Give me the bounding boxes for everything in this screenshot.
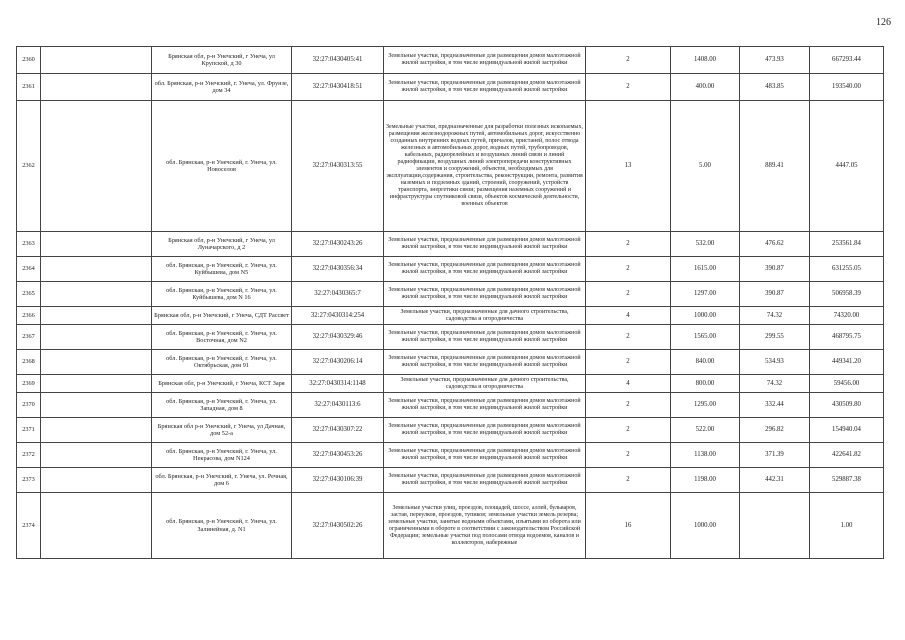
land-use-cell: Земельные участки, предназначенные для дачного строительства, садоводства и огородничества: [384, 307, 586, 325]
specific-value-cell: [740, 493, 810, 559]
row-number: 2360: [17, 47, 41, 74]
row-number: 2362: [17, 101, 41, 232]
cadastral-value-cell: 4447.05: [810, 101, 884, 232]
table-row: [17, 375, 884, 393]
group-cell: 2: [586, 325, 671, 350]
row-number: 2369: [17, 375, 41, 393]
cadastral-number-cell: 32:27:0430329:46: [292, 325, 384, 350]
address-cell: Брянская обл, р-н Унечский, г Унеча, СДТ Рассвет: [152, 307, 292, 325]
row-number: 2373: [17, 468, 41, 493]
land-use-cell: Земельные участки, предназначенные для размещения домов малоэтажной жилой застройки, в том числе индивидуальной жилой застройки: [384, 418, 586, 443]
specific-value-cell: 390.87: [740, 282, 810, 307]
cadastral-value-cell: 430509.80: [810, 393, 884, 418]
blank-cell: [41, 232, 152, 257]
area-cell: 400.00: [671, 74, 740, 101]
row-number: 2366: [17, 307, 41, 325]
blank-cell: [41, 468, 152, 493]
row-number: 2372: [17, 443, 41, 468]
table-row: [17, 443, 884, 468]
address-cell: обл. Брянская, р-н Унечский, г. Унеча, ул. Речная, дом 6: [152, 468, 292, 493]
address-cell: обл. Брянская, р-н Унечский, г. Унеча, ул. Новоселов: [152, 101, 292, 232]
cadastral-value-table: [16, 46, 884, 559]
specific-value-cell: 476.62: [740, 232, 810, 257]
table-row: [17, 74, 884, 101]
blank-cell: [41, 493, 152, 559]
land-use-cell: Земельные участки, предназначенные для размещения домов малоэтажной жилой застройки, в том числе индивидуальной жилой застройки: [384, 468, 586, 493]
blank-cell: [41, 101, 152, 232]
land-use-cell: Земельные участки, предназначенные для размещения домов малоэтажной жилой застройки, в том числе индивидуальной жилой застройки: [384, 325, 586, 350]
cadastral-value-cell: 253561.84: [810, 232, 884, 257]
area-cell: 522.00: [671, 418, 740, 443]
cadastral-value-cell: 667293.44: [810, 47, 884, 74]
cadastral-value-cell: 631255.05: [810, 257, 884, 282]
table-row: [17, 468, 884, 493]
cadastral-value-cell: 449341.20: [810, 350, 884, 375]
area-cell: 5.00: [671, 101, 740, 232]
blank-cell: [41, 418, 152, 443]
area-cell: 800.00: [671, 375, 740, 393]
area-cell: 532.00: [671, 232, 740, 257]
cadastral-value-cell: 1.00: [810, 493, 884, 559]
row-number: 2370: [17, 393, 41, 418]
land-use-cell: Земельные участки, предназначенные для дачного строительства, садоводства и огородничества: [384, 375, 586, 393]
table-row: [17, 257, 884, 282]
cadastral-value-cell: 193540.00: [810, 74, 884, 101]
address-cell: обл. Брянская, р-н Унечский, г. Унеча, ул. Некрасова, дом N124: [152, 443, 292, 468]
group-cell: 2: [586, 468, 671, 493]
row-number: 2363: [17, 232, 41, 257]
cadastral-value-cell: 422641.82: [810, 443, 884, 468]
specific-value-cell: 74.32: [740, 375, 810, 393]
area-cell: 1565.00: [671, 325, 740, 350]
area-cell: 1408.00: [671, 47, 740, 74]
blank-cell: [41, 257, 152, 282]
group-cell: 2: [586, 47, 671, 74]
cadastral-value-cell: 74320.00: [810, 307, 884, 325]
address-cell: обл. Брянская, р-н Унечский, г. Унеча, ул. Куйбышева, дом N 16: [152, 282, 292, 307]
cadastral-number-cell: 32:27:0430365:7: [292, 282, 384, 307]
row-number: 2365: [17, 282, 41, 307]
area-cell: 1198.00: [671, 468, 740, 493]
group-cell: 4: [586, 375, 671, 393]
table-row: [17, 307, 884, 325]
blank-cell: [41, 443, 152, 468]
area-cell: 1295.00: [671, 393, 740, 418]
specific-value-cell: 371.39: [740, 443, 810, 468]
specific-value-cell: 534.93: [740, 350, 810, 375]
group-cell: 2: [586, 74, 671, 101]
specific-value-cell: 889.41: [740, 101, 810, 232]
land-use-cell: Земельные участки, предназначенные для разработки полезных ископаемых, размещения железнодорожных путей, автомобильных дорог, искусственно созданных внутренних водных путей, причалов, пристаней, полос отвода железных и автомобильных дорог, водных путей, трубопроводов, кабельных, радиорелейных и воздушных линий связи и линий радиофикации, воздушных линий электропередачи конструктивных элементов и сооружений, объектов, необходимых для эксплуатации,содержания, строительства, реконструкции, ремонта, развития наземных и подземных зданий, строений, сооружений, устройств транспорта, энергетики связи; размещения наземных сооружений и инфраструктуры спутниковой связи, объектов космической деятельности, военных объектов: [384, 101, 586, 232]
cadastral-number-cell: 32:27:0430307:22: [292, 418, 384, 443]
group-cell: 2: [586, 282, 671, 307]
address-cell: обл. Брянская, р-н Унечский, г. Унеча, ул. Куйбышева, дом N5: [152, 257, 292, 282]
specific-value-cell: 483.85: [740, 74, 810, 101]
blank-cell: [41, 282, 152, 307]
specific-value-cell: 390.87: [740, 257, 810, 282]
address-cell: обл. Брянская, р-н Унечский, г. Унеча, ул. Западная, дом 8: [152, 393, 292, 418]
cadastral-number-cell: 32:27:0430106:39: [292, 468, 384, 493]
row-number: 2364: [17, 257, 41, 282]
table-row: [17, 47, 884, 74]
address-cell: обл. Брянская, р-н Унечский, г. Унеча, ул. Фрунзе, дом 34: [152, 74, 292, 101]
blank-cell: [41, 375, 152, 393]
blank-cell: [41, 350, 152, 375]
land-use-cell: Земельные участки, предназначенные для размещения домов малоэтажной жилой застройки, в том числе индивидуальной жилой застройки: [384, 282, 586, 307]
group-cell: 16: [586, 493, 671, 559]
row-number: 2368: [17, 350, 41, 375]
blank-cell: [41, 307, 152, 325]
row-number: 2361: [17, 74, 41, 101]
address-cell: Брянская обл р-н Унечский, г Унеча, ул Дачная, дом 52-а: [152, 418, 292, 443]
address-cell: Брянская обл, р-н Унечский, г Унеча, ул Крупской, д 30: [152, 47, 292, 74]
cadastral-number-cell: 32:27:0430206:14: [292, 350, 384, 375]
table-row: [17, 493, 884, 559]
table-row: [17, 232, 884, 257]
land-use-cell: Земельные участки улиц, проездов, площадей, шоссе, аллей, бульваров, застав, переулков, проездов, тупиков; земельные участки земель резерва; земельные участки, занятые водными объектами, изъятыми из оборота или ограниченными в обороте в соответствии с законодательством Российской Федерации; земельные участки под полосами отвода водоемов, каналов и коллекторов, набережные: [384, 493, 586, 559]
area-cell: 1000.00: [671, 493, 740, 559]
group-cell: 2: [586, 232, 671, 257]
cadastral-number-cell: 32:27:0430314:254: [292, 307, 384, 325]
address-cell: Брянская обл, р-н Унечский, г Унеча, КСТ Заря: [152, 375, 292, 393]
address-cell: обл. Брянская, р-н Унечский, г. Унеча, ул. Октябрьская, дом 91: [152, 350, 292, 375]
group-cell: 4: [586, 307, 671, 325]
group-cell: 2: [586, 350, 671, 375]
land-use-cell: Земельные участки, предназначенные для размещения домов малоэтажной жилой застройки, в том числе индивидуальной жилой застройки: [384, 393, 586, 418]
specific-value-cell: 296.82: [740, 418, 810, 443]
table-row: [17, 101, 884, 232]
blank-cell: [41, 393, 152, 418]
specific-value-cell: 299.55: [740, 325, 810, 350]
row-number: 2367: [17, 325, 41, 350]
land-use-cell: Земельные участки, предназначенные для размещения домов малоэтажной жилой застройки, в том числе индивидуальной жилой застройки: [384, 350, 586, 375]
cadastral-number-cell: 32:27:0430243:26: [292, 232, 384, 257]
land-use-cell: Земельные участки, предназначенные для размещения домов малоэтажной жилой застройки, в том числе индивидуальной жилой застройки: [384, 74, 586, 101]
area-cell: 1615.00: [671, 257, 740, 282]
land-use-cell: Земельные участки, предназначенные для размещения домов малоэтажной жилой застройки, в том числе индивидуальной жилой застройки: [384, 47, 586, 74]
group-cell: 13: [586, 101, 671, 232]
specific-value-cell: 442.31: [740, 468, 810, 493]
row-number: 2374: [17, 493, 41, 559]
table-row: [17, 393, 884, 418]
cadastral-number-cell: 32:27:0430314:1148: [292, 375, 384, 393]
group-cell: 2: [586, 443, 671, 468]
address-cell: Брянская обл, р-н Унечский, г Унеча, ул Луначарского, д 2: [152, 232, 292, 257]
group-cell: 2: [586, 418, 671, 443]
cadastral-number-cell: 32:27:0430313:55: [292, 101, 384, 232]
cadastral-number-cell: 32:27:0430453:26: [292, 443, 384, 468]
group-cell: 2: [586, 257, 671, 282]
address-cell: обл. Брянская, р-н Унечский, г. Унеча, ул. Восточная, дом N2: [152, 325, 292, 350]
cadastral-value-cell: 529887.38: [810, 468, 884, 493]
cadastral-number-cell: 32:27:0430418:51: [292, 74, 384, 101]
address-cell: обл. Брянская, р-н Унечский, г. Унеча, ул. Залинейная, д. N1: [152, 493, 292, 559]
row-number: 2371: [17, 418, 41, 443]
cadastral-number-cell: 32:27:0430356:34: [292, 257, 384, 282]
land-use-cell: Земельные участки, предназначенные для размещения домов малоэтажной жилой застройки, в том числе индивидуальной жилой застройки: [384, 443, 586, 468]
area-cell: 1297.00: [671, 282, 740, 307]
blank-cell: [41, 47, 152, 74]
blank-cell: [41, 74, 152, 101]
land-use-cell: Земельные участки, предназначенные для размещения домов малоэтажной жилой застройки, в том числе индивидуальной жилой застройки: [384, 232, 586, 257]
group-cell: 2: [586, 393, 671, 418]
table-row: [17, 350, 884, 375]
cadastral-value-cell: 59456.00: [810, 375, 884, 393]
table-row: [17, 325, 884, 350]
cadastral-number-cell: 32:27:0430405:41: [292, 47, 384, 74]
page-number: 126: [876, 17, 891, 28]
specific-value-cell: 332.44: [740, 393, 810, 418]
table-row: [17, 418, 884, 443]
specific-value-cell: 473.93: [740, 47, 810, 74]
land-use-cell: Земельные участки, предназначенные для размещения домов малоэтажной жилой застройки, в том числе индивидуальной жилой застройки: [384, 257, 586, 282]
cadastral-value-cell: 468795.75: [810, 325, 884, 350]
blank-cell: [41, 325, 152, 350]
table-body: [17, 47, 884, 559]
area-cell: 840.00: [671, 350, 740, 375]
cadastral-number-cell: 32:27:0430502:26: [292, 493, 384, 559]
cadastral-value-cell: 506958.39: [810, 282, 884, 307]
cadastral-value-cell: 154940.04: [810, 418, 884, 443]
cadastral-number-cell: 32:27:0430113:6: [292, 393, 384, 418]
area-cell: 1138.00: [671, 443, 740, 468]
area-cell: 1000.00: [671, 307, 740, 325]
specific-value-cell: 74.32: [740, 307, 810, 325]
table-row: [17, 282, 884, 307]
